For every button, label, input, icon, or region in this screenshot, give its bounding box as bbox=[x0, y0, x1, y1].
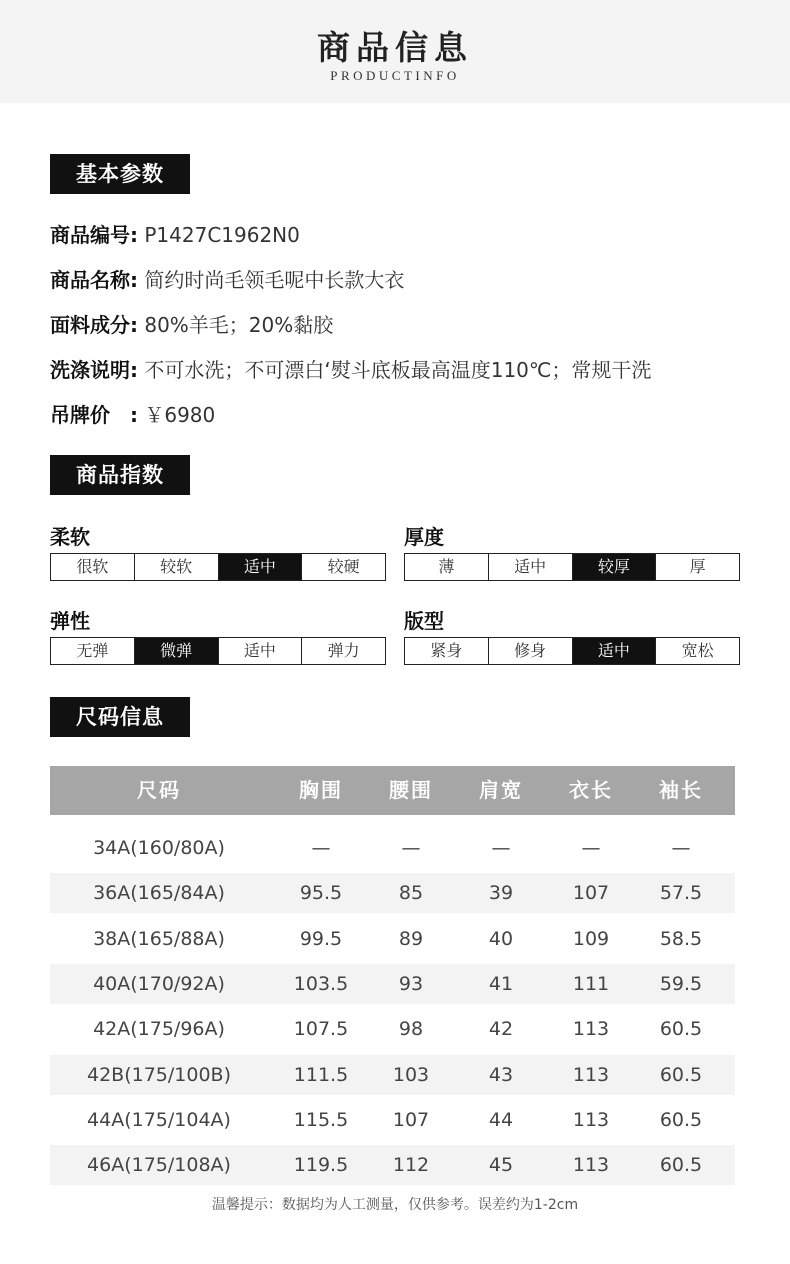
section-label-index: 商品指数 bbox=[50, 455, 190, 495]
cell-sleeve: 59.5 bbox=[659, 972, 703, 995]
index-scale-thickness bbox=[404, 553, 740, 581]
table-row bbox=[50, 1100, 735, 1140]
cell-sleeve: 60.5 bbox=[659, 1063, 703, 1086]
cell-length: 113 bbox=[572, 1108, 610, 1131]
cell-waist: 103 bbox=[392, 1063, 430, 1086]
index-name-elasticity: 弹性 bbox=[50, 609, 90, 633]
index-scale-elasticity bbox=[50, 637, 386, 665]
cell-size: 46A(175/108A) bbox=[87, 1154, 231, 1177]
page-header bbox=[0, 0, 790, 103]
cell-waist: — bbox=[401, 837, 421, 859]
cell-chest: 99.5 bbox=[299, 927, 343, 950]
index-option: 修身 bbox=[489, 638, 573, 664]
param-key: 洗涤说明: bbox=[50, 358, 138, 382]
cell-sleeve: 60.5 bbox=[659, 1154, 703, 1177]
cell-waist: 93 bbox=[398, 972, 424, 995]
index-option: 厚 bbox=[689, 557, 706, 576]
param-row-name bbox=[50, 267, 404, 293]
index-option: 适中 bbox=[573, 638, 657, 664]
cell-size: 38A(165/88A) bbox=[93, 927, 225, 950]
col-header-shoulder: 肩宽 bbox=[479, 778, 523, 802]
cell-waist: 107 bbox=[392, 1108, 430, 1131]
cell-length: — bbox=[581, 837, 601, 859]
index-scale-softness bbox=[50, 553, 386, 581]
cell-chest: 115.5 bbox=[293, 1108, 349, 1131]
index-option: 适中 bbox=[489, 554, 573, 580]
param-value: P1427C1962N0 bbox=[138, 223, 300, 247]
param-row-fabric bbox=[50, 312, 333, 338]
cell-chest: — bbox=[311, 837, 331, 859]
cell-chest: 119.5 bbox=[293, 1154, 349, 1177]
index-option: 微弹 bbox=[135, 638, 219, 664]
index-option: 紧身 bbox=[405, 638, 489, 664]
cell-shoulder: 40 bbox=[488, 927, 514, 950]
col-header-length: 衣长 bbox=[569, 778, 613, 802]
index-scale-fit bbox=[404, 637, 740, 665]
cell-waist: 85 bbox=[398, 882, 424, 905]
cell-shoulder: 43 bbox=[488, 1063, 514, 1086]
cell-waist: 112 bbox=[392, 1154, 430, 1177]
cell-chest: 103.5 bbox=[293, 972, 349, 995]
table-row bbox=[50, 828, 735, 868]
table-row bbox=[50, 919, 735, 959]
col-header-chest: 胸围 bbox=[299, 778, 343, 802]
table-row bbox=[50, 1009, 735, 1049]
cell-length: 109 bbox=[572, 927, 610, 950]
cell-sleeve: — bbox=[671, 837, 691, 859]
cell-size: 34A(160/80A) bbox=[93, 837, 225, 859]
cell-length: 113 bbox=[572, 1063, 610, 1086]
param-value: 不可水洗；不可漂白‘熨斗底板最高温度110℃；常规干洗 bbox=[138, 358, 652, 382]
table-row bbox=[50, 964, 735, 1004]
table-row bbox=[50, 873, 735, 913]
param-value: 80%羊毛；20%黏胶 bbox=[138, 313, 334, 337]
col-header-waist: 腰围 bbox=[389, 778, 433, 802]
measurement-note: 温馨提示：数据均为人工测量，仅供参考。误差约为1-2cm bbox=[211, 1197, 579, 1213]
index-option: 弹力 bbox=[327, 641, 360, 660]
section-label-size: 尺码信息 bbox=[50, 697, 190, 737]
cell-length: 113 bbox=[572, 1018, 610, 1041]
cell-shoulder: 39 bbox=[488, 882, 514, 905]
cell-waist: 98 bbox=[398, 1018, 424, 1041]
cell-size: 36A(165/84A) bbox=[93, 882, 225, 905]
param-value: 简约时尚毛领毛呢中长款大衣 bbox=[138, 268, 405, 292]
table-row bbox=[50, 1145, 735, 1185]
cell-sleeve: 58.5 bbox=[659, 927, 703, 950]
index-option: 适中 bbox=[219, 638, 303, 664]
cell-waist: 89 bbox=[398, 927, 424, 950]
cell-sleeve: 60.5 bbox=[659, 1018, 703, 1041]
index-option: 较厚 bbox=[573, 554, 657, 580]
cell-size: 40A(170/92A) bbox=[93, 972, 225, 995]
cell-chest: 107.5 bbox=[293, 1018, 349, 1041]
index-option: 很软 bbox=[51, 554, 135, 580]
index-option: 宽松 bbox=[681, 641, 714, 660]
table-row bbox=[50, 1055, 735, 1095]
index-name-softness: 柔软 bbox=[50, 525, 90, 549]
col-header-sleeve: 袖长 bbox=[659, 778, 703, 802]
index-name-thickness: 厚度 bbox=[404, 525, 444, 549]
section-label-basic: 基本参数 bbox=[50, 154, 190, 194]
param-value: ￥6980 bbox=[138, 403, 216, 427]
cell-sleeve: 60.5 bbox=[659, 1108, 703, 1131]
param-row-washing bbox=[50, 357, 651, 383]
cell-chest: 111.5 bbox=[293, 1063, 349, 1086]
param-key: 商品编号: bbox=[50, 223, 138, 247]
cell-chest: 95.5 bbox=[299, 882, 343, 905]
cell-size: 42A(175/96A) bbox=[93, 1018, 225, 1041]
cell-sleeve: 57.5 bbox=[659, 882, 703, 905]
param-key: 商品名称: bbox=[50, 268, 138, 292]
cell-length: 107 bbox=[572, 882, 610, 905]
size-table-header bbox=[50, 766, 735, 815]
index-name-fit: 版型 bbox=[404, 609, 444, 633]
cell-shoulder: 41 bbox=[488, 972, 514, 995]
page-subtitle: PRODUCTINFO bbox=[330, 68, 460, 83]
cell-size: 44A(175/104A) bbox=[87, 1108, 231, 1131]
cell-size: 42B(175/100B) bbox=[86, 1063, 231, 1086]
cell-length: 113 bbox=[572, 1154, 610, 1177]
param-row-price bbox=[50, 402, 215, 428]
cell-shoulder: 45 bbox=[488, 1154, 514, 1177]
param-key: 吊牌价 : bbox=[50, 403, 138, 427]
page-title: 商品信息 bbox=[317, 28, 473, 67]
param-key: 面料成分: bbox=[50, 313, 138, 337]
cell-shoulder: 42 bbox=[488, 1018, 514, 1041]
index-option: 适中 bbox=[219, 554, 303, 580]
cell-shoulder: — bbox=[491, 837, 511, 859]
index-option: 无弹 bbox=[51, 638, 135, 664]
col-header-size: 尺码 bbox=[137, 778, 181, 802]
cell-shoulder: 44 bbox=[488, 1108, 514, 1131]
param-row-code bbox=[50, 222, 300, 248]
index-option: 薄 bbox=[405, 554, 489, 580]
cell-length: 111 bbox=[572, 972, 610, 995]
index-option: 较硬 bbox=[327, 557, 360, 576]
index-option: 较软 bbox=[135, 554, 219, 580]
